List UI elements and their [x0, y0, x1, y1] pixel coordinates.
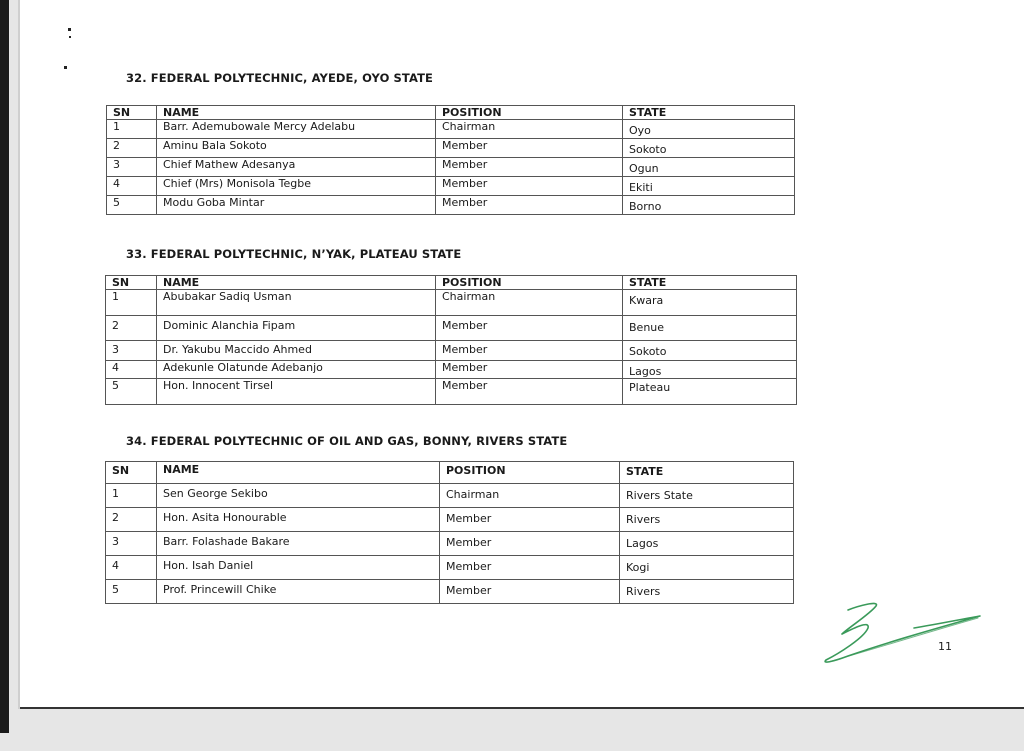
table-row — [106, 290, 797, 316]
cell-name: Dominic Alanchia Fipam — [157, 316, 436, 341]
scan-speck — [68, 28, 71, 31]
signature-underline — [828, 618, 978, 662]
table-header-row — [107, 106, 795, 120]
section-title-34: 34. FEDERAL POLYTECHNIC OF OIL AND GAS, BONNY, RIVERS STATE — [126, 434, 568, 448]
board-table-32 — [106, 105, 795, 215]
table-row — [106, 532, 794, 556]
cell-name: Adekunle Olatunde Adebanjo — [157, 361, 436, 379]
table-row — [106, 361, 797, 379]
header-state: STATE — [620, 462, 794, 484]
table-row — [106, 508, 794, 532]
cell-sn: 3 — [107, 158, 157, 177]
cell-state: Kogi — [620, 556, 794, 580]
cell-name: Prof. Princewill Chike — [157, 580, 440, 604]
section-title-32: 32. FEDERAL POLYTECHNIC, AYEDE, OYO STATE — [126, 71, 433, 85]
table-row — [107, 177, 795, 196]
cell-position: Member — [440, 508, 620, 532]
table-row — [107, 158, 795, 177]
cell-position: Member — [436, 158, 623, 177]
page-number: 11 — [938, 640, 952, 653]
cell-state: Plateau — [623, 379, 797, 405]
cell-state: Rivers State — [620, 484, 794, 508]
cell-name: Modu Goba Mintar — [157, 196, 436, 215]
table-header-row — [106, 276, 797, 290]
cell-position: Member — [440, 532, 620, 556]
header-name: NAME — [157, 106, 436, 120]
cell-position: Member — [436, 379, 623, 405]
cell-state: Ekiti — [623, 177, 795, 196]
cell-state: Oyo — [623, 120, 795, 139]
cell-name: Aminu Bala Sokoto — [157, 139, 436, 158]
cell-name: Dr. Yakubu Maccido Ahmed — [157, 341, 436, 361]
cell-state: Sokoto — [623, 139, 795, 158]
cell-name: Hon. Isah Daniel — [157, 556, 440, 580]
cell-sn: 1 — [106, 484, 157, 508]
cell-state: Kwara — [623, 290, 797, 316]
cell-position: Member — [436, 361, 623, 379]
cell-sn: 5 — [106, 379, 157, 405]
cell-sn: 2 — [107, 139, 157, 158]
header-state: STATE — [623, 106, 795, 120]
cell-name: Barr. Ademubowale Mercy Adelabu — [157, 120, 436, 139]
cell-sn: 2 — [106, 508, 157, 532]
cell-sn: 4 — [106, 361, 157, 379]
cell-position: Member — [436, 139, 623, 158]
cell-name: Hon. Innocent Tirsel — [157, 379, 436, 405]
cell-sn: 4 — [106, 556, 157, 580]
header-position: POSITION — [440, 462, 620, 484]
cell-name: Sen George Sekibo — [157, 484, 440, 508]
header-sn: SN — [106, 462, 157, 484]
board-table-34 — [105, 461, 794, 604]
handwritten-signature — [818, 598, 988, 668]
cell-name: Hon. Asita Honourable — [157, 508, 440, 532]
cell-sn: 1 — [106, 290, 157, 316]
table-row — [106, 379, 797, 405]
cell-sn: 1 — [107, 120, 157, 139]
table-row — [107, 139, 795, 158]
header-name: NAME — [157, 276, 436, 290]
cell-sn: 4 — [107, 177, 157, 196]
cell-position: Member — [436, 196, 623, 215]
header-state: STATE — [623, 276, 797, 290]
cell-name: Barr. Folashade Bakare — [157, 532, 440, 556]
cell-state: Rivers — [620, 508, 794, 532]
cell-state: Lagos — [623, 361, 797, 379]
cell-position: Chairman — [436, 290, 623, 316]
table-row — [106, 484, 794, 508]
cell-state: Rivers — [620, 580, 794, 604]
cell-sn: 5 — [106, 580, 157, 604]
scan-speck — [64, 66, 67, 69]
table-row — [107, 196, 795, 215]
cell-position: Chairman — [440, 484, 620, 508]
section-title-33: 33. FEDERAL POLYTECHNIC, N’YAK, PLATEAU STATE — [126, 247, 462, 261]
header-name: NAME — [157, 462, 440, 484]
cell-state: Lagos — [620, 532, 794, 556]
signature-stroke — [825, 603, 980, 662]
cell-name: Chief (Mrs) Monisola Tegbe — [157, 177, 436, 196]
cell-position: Member — [436, 177, 623, 196]
cell-position: Member — [440, 556, 620, 580]
cell-state: Sokoto — [623, 341, 797, 361]
header-position: POSITION — [436, 276, 623, 290]
cell-name: Abubakar Sadiq Usman — [157, 290, 436, 316]
cell-state: Ogun — [623, 158, 795, 177]
cell-sn: 2 — [106, 316, 157, 341]
header-sn: SN — [106, 276, 157, 290]
cell-sn: 3 — [106, 341, 157, 361]
header-sn: SN — [107, 106, 157, 120]
cell-state: Benue — [623, 316, 797, 341]
board-table-33 — [105, 275, 797, 405]
table-row — [106, 341, 797, 361]
header-position: POSITION — [436, 106, 623, 120]
cell-sn: 3 — [106, 532, 157, 556]
table-row — [106, 556, 794, 580]
table-row — [106, 580, 794, 604]
scan-speck — [69, 36, 71, 38]
cell-position: Member — [440, 580, 620, 604]
cell-position: Chairman — [436, 120, 623, 139]
scan-left-edge — [0, 0, 9, 733]
cell-position: Member — [436, 316, 623, 341]
cell-sn: 5 — [107, 196, 157, 215]
table-header-row — [106, 462, 794, 484]
table-row — [107, 120, 795, 139]
cell-name: Chief Mathew Adesanya — [157, 158, 436, 177]
cell-state: Borno — [623, 196, 795, 215]
table-row — [106, 316, 797, 341]
cell-position: Member — [436, 341, 623, 361]
